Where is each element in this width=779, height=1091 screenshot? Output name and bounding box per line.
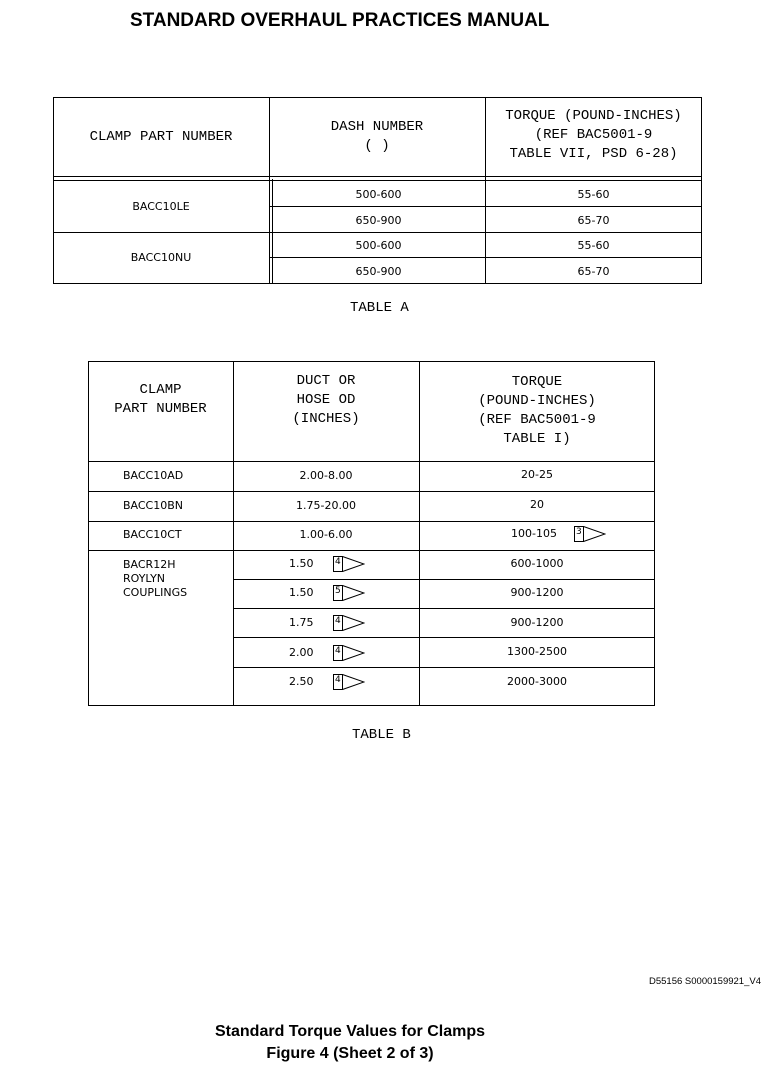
table-a-torque-cell: 65-70 xyxy=(577,214,610,227)
table-b-od-cell: 2.50 xyxy=(289,675,314,688)
table-b-part-cell: BACC10BN xyxy=(123,499,184,512)
header-line: (REF BAC5001-9 xyxy=(534,127,653,143)
note-flag-number: 3 xyxy=(576,527,582,537)
table-b-od-cell: 1.00-6.00 xyxy=(299,528,353,541)
header-line: (REF BAC5001-9 xyxy=(478,412,596,428)
table-b-torque-cell: 900-1200 xyxy=(510,586,564,599)
header-line: DASH NUMBER xyxy=(330,119,424,135)
header-line: TORQUE (POUND-INCHES) xyxy=(505,108,682,124)
figure-sheet: Figure 4 (Sheet 2 of 3) xyxy=(266,1045,434,1062)
note-flag-icon xyxy=(333,674,365,690)
table-b-torque-cell: 600-1000 xyxy=(510,557,564,570)
torque-table-a xyxy=(53,97,702,284)
header-line: ( ) xyxy=(364,138,390,154)
table-b-part-cell: BACC10CT xyxy=(123,528,182,541)
table-b-row-rule xyxy=(233,608,655,609)
table-a-torque-cell: 55-60 xyxy=(577,188,610,201)
header-line: TABLE VII, PSD 6-28) xyxy=(509,146,678,162)
table-b-row-rule xyxy=(88,491,655,492)
note-flag-number: 5 xyxy=(335,586,341,596)
note-flag-icon xyxy=(333,585,365,601)
table-b-row-rule xyxy=(233,637,655,638)
header-line: DUCT OR xyxy=(296,373,356,389)
note-flag-number: 4 xyxy=(335,557,341,567)
coupling-part-line: COUPLINGS xyxy=(123,586,188,599)
note-flag-icon xyxy=(333,556,365,572)
table-a-part-cell: BACC10LE xyxy=(132,200,190,213)
table-b-torque-cell: 100-105 xyxy=(511,527,557,540)
coupling-part-line: ROYLYN xyxy=(123,572,166,585)
table-b-torque-cell: 2000-3000 xyxy=(507,675,567,688)
table-b-od-cell: 1.75 xyxy=(289,616,314,629)
table-a-row-rule xyxy=(269,206,702,207)
note-flag-icon xyxy=(333,645,365,661)
table-b-od-cell: 2.00-8.00 xyxy=(299,469,353,482)
torque-table-b xyxy=(88,361,655,706)
table-b-torque-cell: 1300-2500 xyxy=(507,645,567,658)
table-b-row-rule xyxy=(233,579,655,580)
note-flag-number: 4 xyxy=(335,675,341,685)
header-line: TORQUE xyxy=(511,374,563,390)
table-a-dash-cell: 650-900 xyxy=(355,214,402,227)
manual-title: STANDARD OVERHAUL PRACTICES MANUAL xyxy=(130,10,550,31)
note-flag-number: 4 xyxy=(335,616,341,626)
table-a-header-dash xyxy=(269,118,485,156)
table-a-torque-cell: 55-60 xyxy=(577,239,610,252)
header-line: HOSE OD xyxy=(296,392,356,408)
table-a-caption: TABLE A xyxy=(350,300,409,316)
table-b-od-cell: 1.50 xyxy=(289,586,314,599)
table-a-row-rule xyxy=(269,257,702,258)
table-b-row-rule xyxy=(88,550,655,551)
table-a-dash-cell: 650-900 xyxy=(355,265,402,278)
table-b-caption: TABLE B xyxy=(352,727,411,743)
table-b-torque-cell: 900-1200 xyxy=(510,616,564,629)
table-b-header-part xyxy=(88,381,233,419)
table-a-dash-cell: 500-600 xyxy=(355,188,402,201)
table-a-torque-cell: 65-70 xyxy=(577,265,610,278)
table-b-header-torque xyxy=(419,373,655,449)
header-line: (POUND-INCHES) xyxy=(478,393,596,409)
table-b-header-rule xyxy=(88,461,655,462)
table-b-torque-cell: 20 xyxy=(530,498,544,511)
table-b-od-cell: 1.75-20.00 xyxy=(296,499,356,512)
table-b-coupling-part xyxy=(123,558,187,600)
table-a-part-cell: BACC10NU xyxy=(130,251,192,264)
figure-title: Standard Torque Values for Clamps xyxy=(215,1023,485,1040)
table-a-header-rule xyxy=(53,180,702,181)
table-a-header-torque xyxy=(485,107,702,164)
table-a-header-rule xyxy=(53,176,702,177)
table-a-row-rule xyxy=(53,232,702,233)
drawing-id: D55156 S0000159921_V4 xyxy=(649,976,761,987)
note-flag-icon xyxy=(574,526,606,542)
table-b-part-cell: BACC10AD xyxy=(123,469,184,482)
header-line: CLAMP xyxy=(139,382,182,398)
note-flag-number: 4 xyxy=(335,646,341,656)
table-b-row-rule xyxy=(233,667,655,668)
header-line: PART NUMBER xyxy=(114,401,207,417)
header-line: (INCHES) xyxy=(292,411,360,427)
table-b-torque-cell: 20-25 xyxy=(521,468,553,481)
header-line: TABLE I) xyxy=(503,431,571,447)
table-b-row-rule xyxy=(88,521,655,522)
coupling-part-line: BACR12H xyxy=(123,558,176,571)
note-flag-icon xyxy=(333,615,365,631)
table-b-od-cell: 2.00 xyxy=(289,646,314,659)
table-b-od-cell: 1.50 xyxy=(289,557,314,570)
table-b-header-od xyxy=(233,372,419,429)
table-a-dash-cell: 500-600 xyxy=(355,239,402,252)
table-a-header-part: CLAMP PART NUMBER xyxy=(89,129,233,145)
